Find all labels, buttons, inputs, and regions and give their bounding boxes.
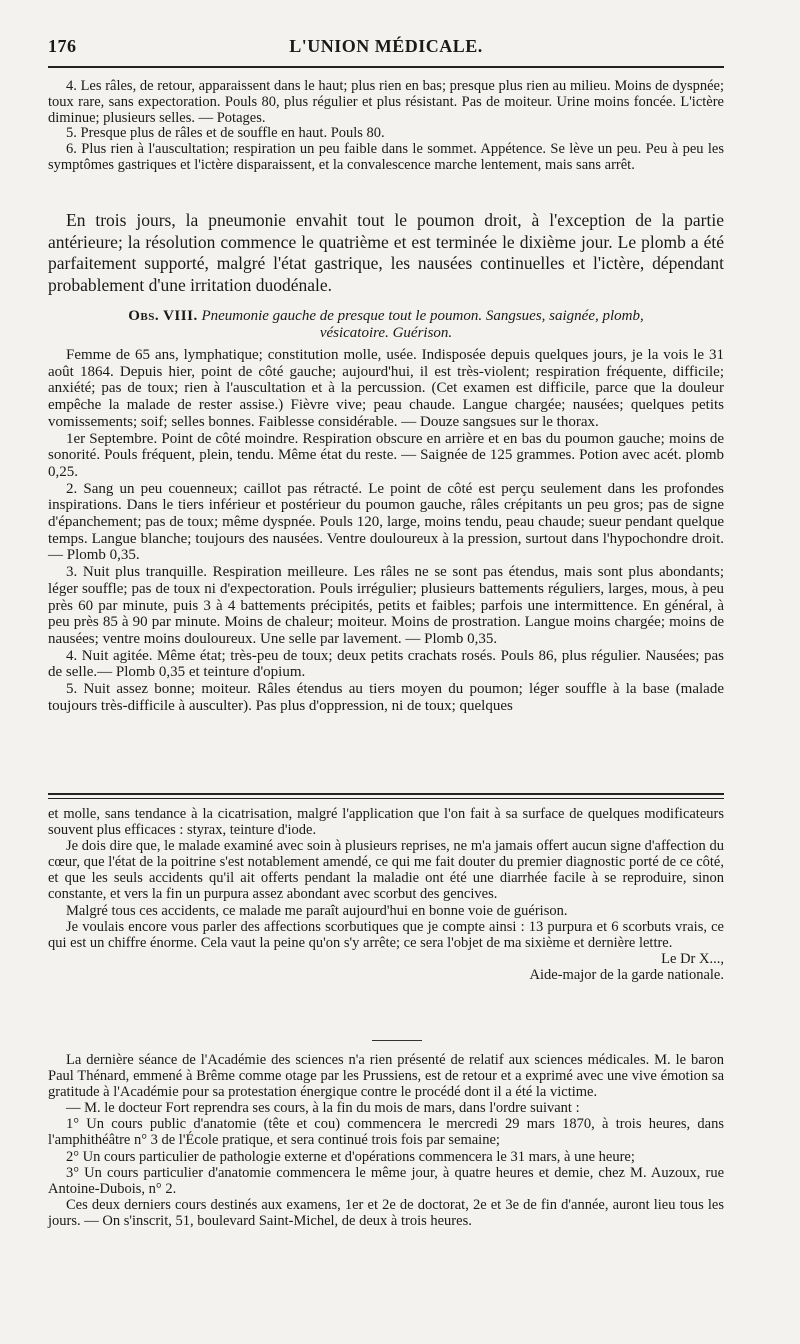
case-entry: 4. Les râles, de retour, apparaissent dans le haut; plus rien en bas; presque plus rien au milieu. Moins de dyspnée; toux rare, sans expectoration. Pouls 80, plus régulier et plus résistant. Pas de moiteur. Urine moins foncée. L'ictère diminue; plusieurs selles. — Potages. [48, 78, 724, 126]
page-header [48, 36, 724, 62]
news-section [48, 1052, 724, 1229]
case-notes-continued [48, 79, 724, 174]
observation-paragraph: 4. Nuit agitée. Même état; très-peu de toux; deux petits crachats rosés. Pouls 86, plus régulier. Nausées; pas de selle.— Plomb 0,35 et teinture d'opium. [48, 647, 724, 681]
header-rule [48, 66, 724, 68]
letter-paragraph: Je voulais encore vous parler des affections scorbutiques que je compte ainsi : 13 purpura et 6 scorbuts vrais, ce qui est un chiffre énorme. Cela vaut la peine qu'on s'y arrête; ce sera l'objet de ma sixième et dernière lettre. [48, 918, 724, 951]
observation-label: Obs. VIII. [128, 308, 198, 324]
observation-title [48, 308, 724, 341]
news-paragraph: 2° Un cours particulier de pathologie externe et d'opérations commencera le 31 mars, à une heure; [66, 1148, 635, 1165]
letter-paragraph: Je dois dire que, le malade examiné avec soin à plusieurs reprises, ne m'a jamais offert aucun signe d'affection du cœur, que l'état de la poitrine s'est notablement amendé, ce qui me fait douter du premier diagnostic porté de ce côté, et que les seuls accidents qu'il ait offerts pendant la maladie ont été une diarrhée facile à se reproduire, sinon constante, et vers la fin un purpura assez abondant avec scorbut des gencives. [48, 838, 724, 903]
news-paragraph: 1° Un cours public d'anatomie (tête et cou) commencera le mercredi 29 mars 1870, à trois heures, dans l'amphithéâtre n° 3 de l'École pratique, et sera continué trois fois par semaine; [48, 1116, 724, 1149]
observation-paragraph: 5. Nuit assez bonne; moiteur. Râles étendus au tiers moyen du poumon; léger souffle à la base (malade toujours très-difficile à ausculter). Pas plus d'oppression, ni de toux; quelques [48, 681, 724, 714]
letter-paragraph: Malgré tous ces accidents, ce malade me paraît aujourd'hui en bonne voie de guérison. [66, 902, 568, 919]
news-paragraph: 3° Un cours particulier d'anatomie commencera le même jour, à quatre heures et demie, chez M. Auzoux, rue Antoine-Dubois, n° 2. [48, 1164, 724, 1197]
observation-paragraph: 1er Septembre. Point de côté moindre. Respiration obscure en arrière et en bas du poumon gauche; moins de sonorité. Pouls fréquent, plein, tendu. Même état du reste. — Saignée de 125 grammes. Potion avec acét. plomb 0,25. [48, 430, 724, 480]
letter-paragraph: et molle, sans tendance à la cicatrisation, malgré l'application que l'on fait à sa surface de quelques modificateurs souvent plus efficaces : styrax, teinture d'iode. [48, 806, 724, 839]
observation-title-line1: Pneumonie gauche de presque tout le poumon. Sangsues, saignée, plomb, [201, 308, 644, 324]
letter-signature-title: Aide-major de la garde nationale. [529, 966, 724, 983]
observation-viii [48, 308, 724, 714]
observation-body [48, 347, 724, 714]
summary-paragraph [48, 210, 724, 296]
case-entry: 5. Presque plus de râles et de souffle en haut. Pouls 80. [66, 125, 385, 142]
news-paragraph: La dernière séance de l'Académie des sciences n'a rien présenté de relatif aux sciences médicales. M. le baron Paul Thénard, emmené à Brême comme otage par les Prussiens, est de retour et a exprimé avec une vive émotion sa gratitude à l'Académie pour sa protestation énergique contre le procédé dont il a été la victime. [48, 1052, 724, 1101]
page-number: 176 [48, 36, 77, 56]
journal-title: L'UNION MÉDICALE. [289, 36, 483, 56]
letter-signature: Le Dr X..., [661, 950, 724, 967]
section-double-rule-top [48, 793, 724, 795]
news-paragraph: — M. le docteur Fort reprendra ses cours, à la fin du mois de mars, dans l'ordre suivant : [66, 1100, 580, 1117]
section-double-rule-bottom [48, 798, 724, 799]
summary-text: En trois jours, la pneumonie envahit tout le poumon droit, à l'exception de la partie antérieure; la résolution commence le quatrième et est terminée le dixième jour. Le plomb a été parfaitement supporté, malgré l'état gastrique, les nausées continuelles et l'ictère, dépendant probablement d'une irritation duodénale. [48, 210, 724, 295]
news-paragraph: Ces deux derniers cours destinés aux examens, 1er et 2e de doctorat, 2e et 3e de fin d'année, auront lieu tous les jours. — On s'inscrit, 51, boulevard Saint-Michel, de deux à trois heures. [48, 1196, 724, 1229]
observation-paragraph: Femme de 65 ans, lymphatique; constitution molle, usée. Indisposée depuis quelques jours, je la vois le 31 août 1864. Depuis hier, point de côté gauche; aujourd'hui, il est très-violent; respiration fréquente, difficile; anxiété; pas de toux; rien à l'auscultation et à la percussion. (Cet examen est difficile, parce que la douleur empêche la malade de rester assise.) Fièvre vive; peau chaude. Langue chargée; nausées; quelques petits vomissements; soif; selles bonnes. Faiblesse considérable. — Douze sangsues sur le thorax. [48, 347, 724, 430]
letter-section [48, 806, 724, 983]
separator-rule [372, 1040, 422, 1041]
case-entry: 6. Plus rien à l'auscultation; respiration un peu faible dans le sommet. Appétence. Se lève un peu. Peu à peu les symptômes gastriques et l'ictère disparaissent, et la convalescence marche lentement, mais sans arrêt. [48, 141, 724, 173]
observation-paragraph: 3. Nuit plus tranquille. Respiration meilleure. Les râles ne se sont pas étendus, mais sont plus abondants; léger souffle; pas de toux ni d'expectoration. Pouls irrégulier; plusieurs battements réguliers, larges, mous, à peu près 60 par minute, puis 3 à 4 battements précipités, petits et faibles; parfois une intermittence. En général, à peu près 85 à 90 par minute. Moins de chaleur; moiteur. Moins de prostration. Langue moins chargée; moins de nausées; ventre moins douloureux. Une selle par lavement. — Plomb 0,35. [48, 564, 724, 647]
observation-title-line2: vésicatoire. Guérison. [319, 324, 453, 341]
observation-paragraph: 2. Sang un peu couenneux; caillot pas rétracté. Le point de côté est perçu seulement dans les profondes inspirations. Dans le tiers inférieur et postérieur du poumon gauche, râles crépitants un peu gros; pas de signe d'épanchement; pas de toux; même dyspnée. Pouls 120, large, moins tendu, peau chaude; sueur pendant quelque temps. Langue blanche; toujours des nausées. Ventre douloureux à la pression, surtout dans l'hypochondre droit. — Plomb 0,35. [48, 480, 724, 564]
